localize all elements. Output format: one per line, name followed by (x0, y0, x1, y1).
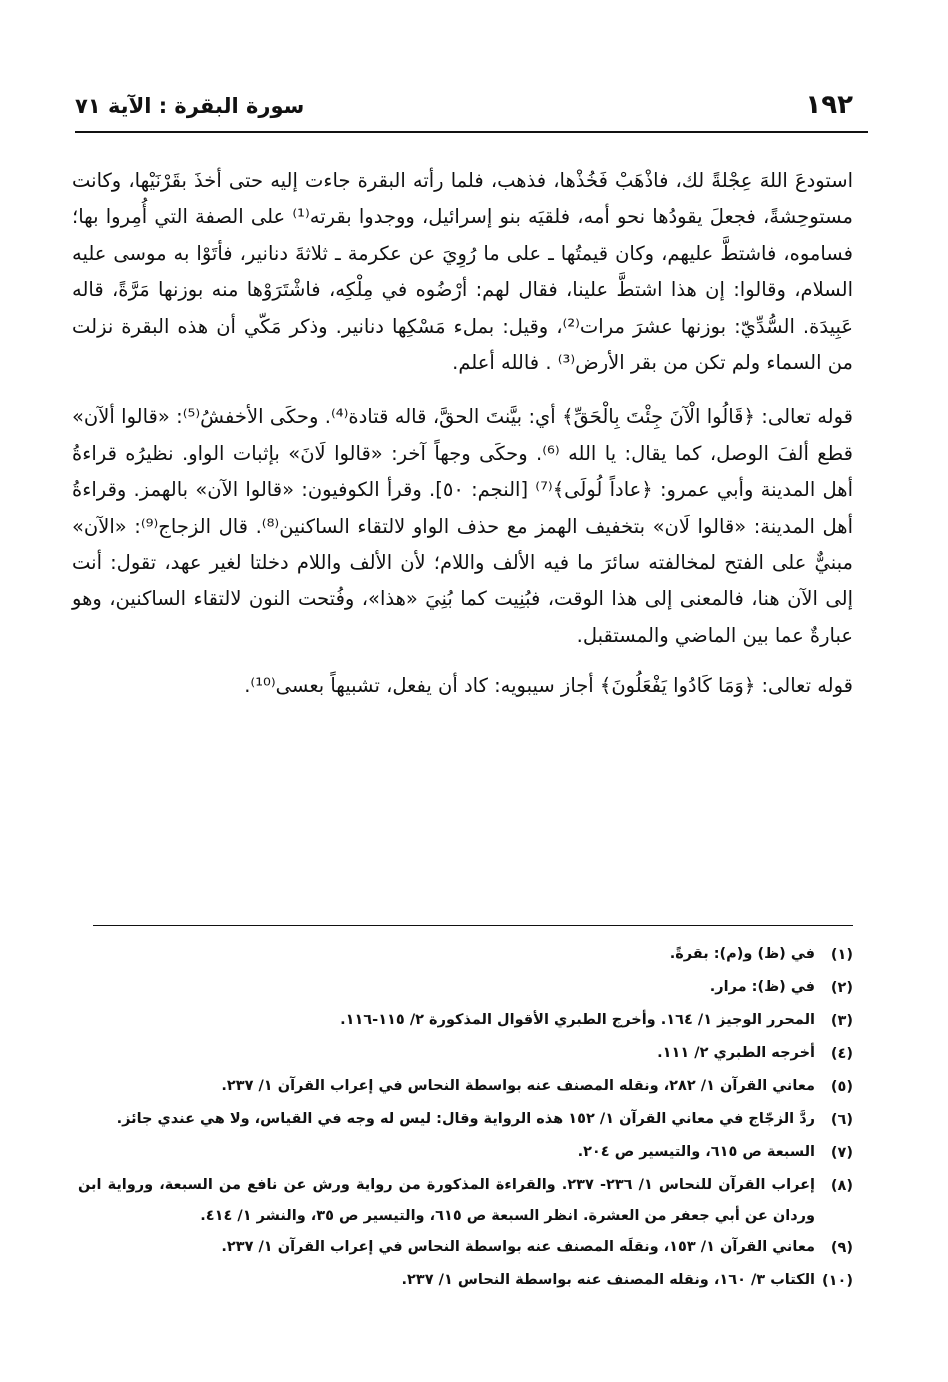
footnotes (78, 939, 853, 1298)
page-number: ١٩٢ (805, 90, 853, 120)
paragraph-2: قوله تعالى: ﴿قَالُوا الْآنَ جِئْتَ بِالْحَقِّ﴾ أي: بيَّنتَ الحقَّ، قاله قتادة⁽⁴⁾. وحكَى الأخفشُ⁽⁵⁾: «قالوا ألآن» قطع ألفَ الوصل، كما يقال: يا الله ⁽⁶⁾. وحكَى وجهاً آخر: «قالوا لَانَ» بإثبات الواو. نظيرُه قراءةُ أهل المدينة وأبي عمرو: ﴿عاداً لُولَى﴾⁽⁷⁾ [النجم: ٥٠]. وقرأ الكوفيون: «قالوا الآن» بالهمز. وقراءةُ أهل المدينة: «قالوا لَان» بتخفيف الهمز مع حذف الواو لالتقاء الساكنين⁽⁸⁾. قال الزجاج⁽⁹⁾: «الآن» مبنيٌّ على الفتح لمخالفته سائرَ ما فيه الألف واللام؛ لأن الألف واللام دخلتا لغير عهد، تقول: أنت إلى الآن هنا، فالمعنى إلى هذا الوقت، فبُنِيت كما بُنِيَ «هذا»، وفُتحت النون لالتقاء الساكنين، وهو عبارةٌ عما بين الماضي والمستقبل. (72, 405, 853, 647)
footnote-number: (٣) (830, 1013, 853, 1029)
footnote-number: (٩) (830, 1240, 853, 1256)
footnote-1 (78, 939, 853, 972)
footnote-text: أخرجه الطبري ٢/ ١١١. (657, 1045, 815, 1061)
footnote-number: (٤) (830, 1046, 853, 1062)
paragraph-1: استودعَ اللهَ عِجْلةً لك، فاذْهَبْ فَخُذْها، فذهب، فلما رأته البقرة جاءت إليه حتى أخذَ بقَرْنَيْها، وكانت مستوحِشةً، فجعلَ يقودُها نحو أمه، فلقيَه بنو إسرائيل، ووجدوا بقرته⁽¹⁾ على الصفة التي أُمِروا بها؛ فساموه، فاشتطَّ عليهم، وكان قيمتُها ـ على ما رُوِيَ عن عكرمة ـ ثلاثةَ دنانير، فأتَوْا به موسى عليه السلام، وقالوا: إن هذا اشتطَّ علينا، فقال لهم: أرْضُوه في مِلْكِه، فاشْتَرَوْها منه بوزنها مَرَّةً، قاله عَبِيدَة. السُّدِّيّ: بوزنها عشرَ مرات⁽²⁾، وقيل: بملء مَسْكِها دنانير. وذكر مَكّي أن هذه البقرة نزلت من السماء ولم تكن من بقر الأرض⁽³⁾ . فالله أعلم. (72, 169, 853, 375)
footnote-text: إعراب القرآن للنحاس ١/ ٢٣٦- ٢٣٧. والقراءة المذكورة من رواية ورش عن نافع من السبعة، ورواية ابن وردان عن أبي جعفر من العشرة. انظر السبعة ص ٦١٥، والتيسير ص ٣٥، والنشر ١/ ٤١٤. (78, 1177, 815, 1224)
footnote-text: معاني القرآن ١/ ١٥٣، ونقلَه المصنف عنه بواسطة النحاس في إعراب القرآن ١/ ٢٣٧. (221, 1239, 815, 1255)
footnote-9 (78, 1232, 853, 1265)
page-header (75, 90, 853, 130)
footnote-text: في (ظ): مرار. (709, 979, 815, 995)
footnote-8 (78, 1170, 853, 1232)
footnote-6 (78, 1104, 853, 1137)
footnote-text: معاني القرآن ١/ ٢٨٢، ونقله المصنف عنه بواسطة النحاس في إعراب القرآن ١/ ٢٣٧. (221, 1078, 815, 1094)
footnote-number: (٨) (830, 1178, 853, 1194)
footnote-2 (78, 972, 853, 1005)
footnote-text: السبعة ص ٦١٥، والتيسير ص ٢٠٤. (577, 1144, 815, 1160)
footnote-7 (78, 1137, 853, 1170)
footnote-number: (١٠) (822, 1273, 853, 1289)
footnote-10 (78, 1265, 853, 1298)
footnote-text: الكتاب ٣/ ١٦٠، ونقله المصنف عنه بواسطة النحاس ١/ ٢٣٧. (401, 1272, 815, 1288)
paragraph-3: قوله تعالى: ﴿وَمَا كَادُوا يَفْعَلُونَ﴾ أجاز سيبويه: كاد أن يفعل، تشبيهاً بعسى⁽¹⁰⁾. (244, 674, 853, 698)
footnote-number: (٧) (830, 1145, 853, 1161)
footnote-4 (78, 1038, 853, 1071)
footnote-number: (١) (830, 947, 853, 963)
footnote-separator (93, 925, 853, 926)
footnote-number: (٦) (830, 1112, 853, 1128)
footnote-5 (78, 1071, 853, 1104)
footnote-number: (٢) (830, 980, 853, 996)
main-text (72, 163, 853, 705)
footnote-text: المحرر الوجيز ١/ ١٦٤. وأخرج الطبري الأقوال المذكورة ٢/ ١١٥-١١٦. (340, 1012, 815, 1028)
footnote-3 (78, 1005, 853, 1038)
header-rule (75, 131, 868, 133)
footnote-text: في (ظ) و(م): بقرةً. (669, 946, 815, 962)
footnote-text: ردَّ الزجّاج في معاني القرآن ١/ ١٥٢ هذه الرواية وقال: ليس له وجه في القياس، ولا هي عندي جائز. (116, 1111, 815, 1127)
footnote-number: (٥) (830, 1079, 853, 1095)
running-title: سورة البقرة : الآية ٧١ (75, 94, 305, 118)
